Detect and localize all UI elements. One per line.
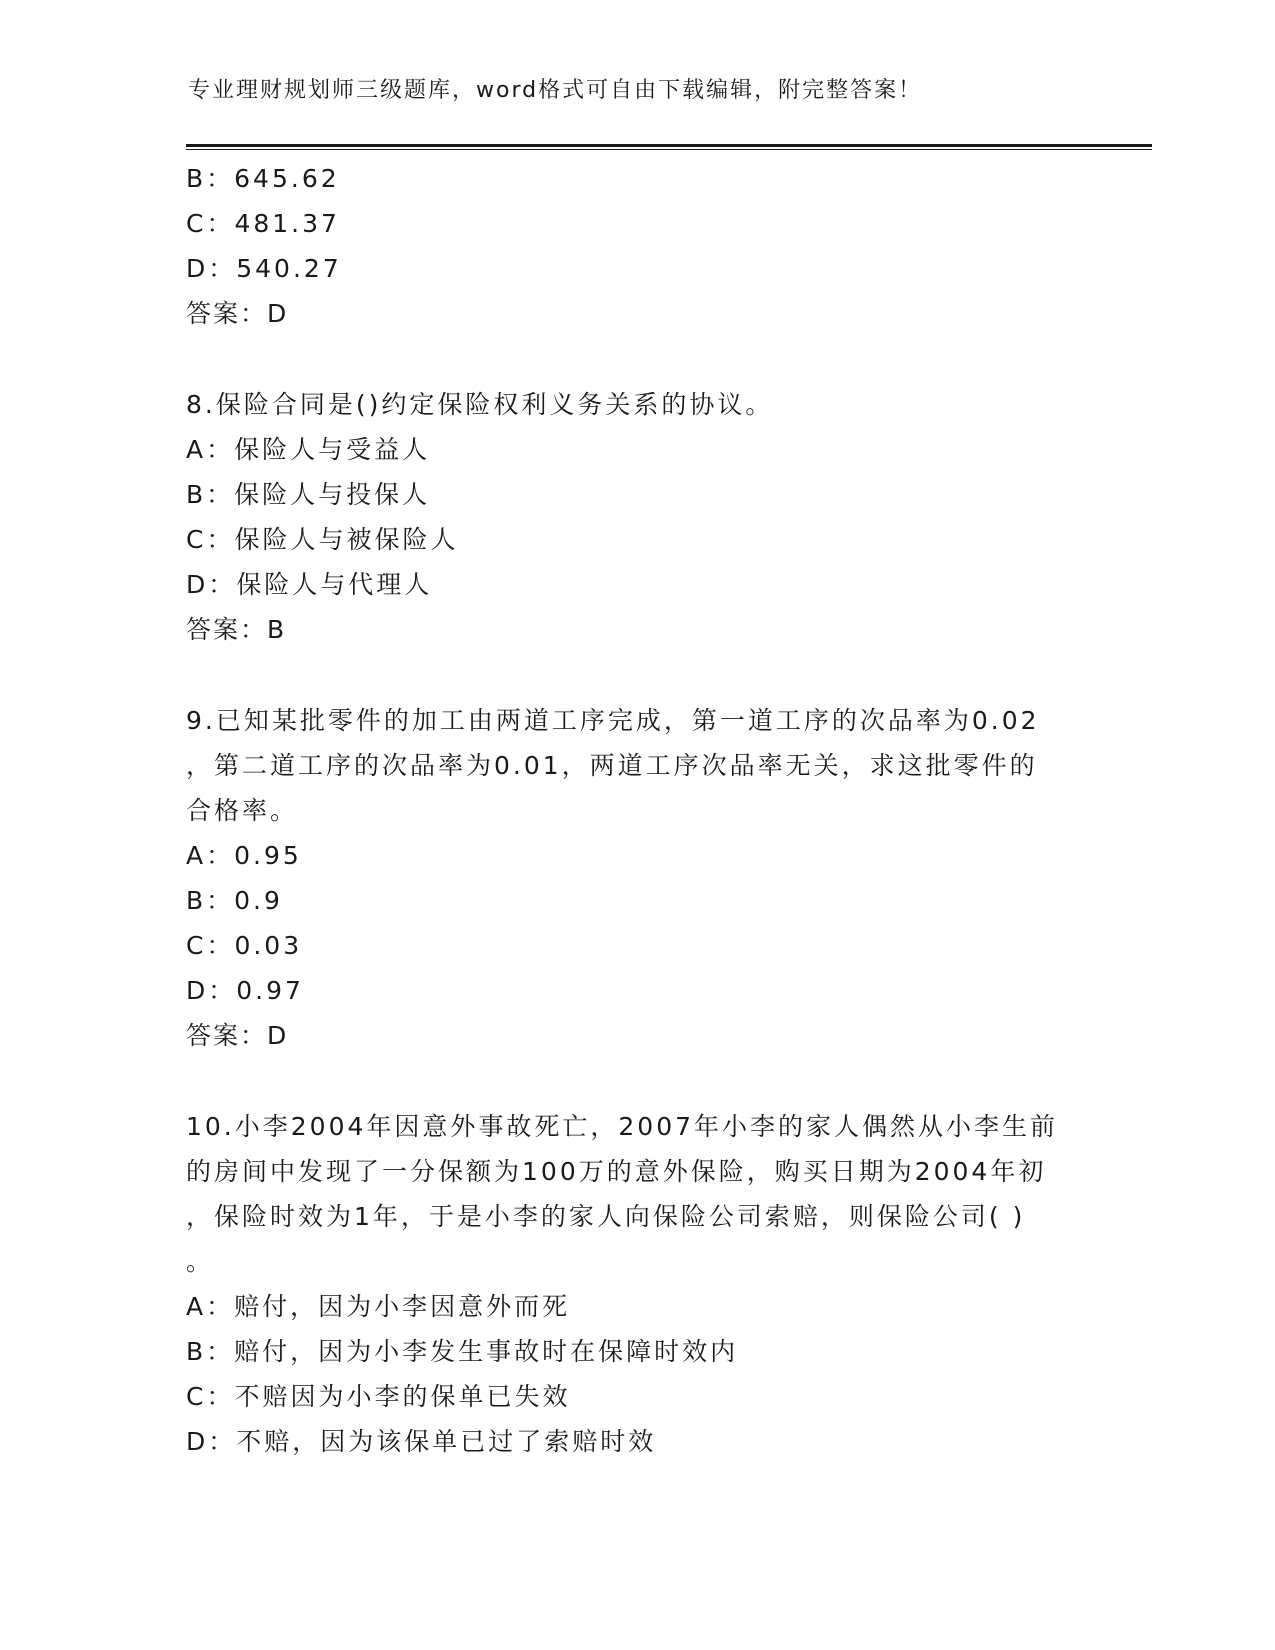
option-c: C：保险人与被保险人 <box>186 525 459 554</box>
page-header-text: 专业理财规划师三级题库，word格式可自由下载编辑，附完整答案！ <box>188 78 923 103</box>
option-a: A：赔付，因为小李因意外而死 <box>186 1292 571 1321</box>
question-9 <box>186 698 1086 1058</box>
question-text-line: 的房间中发现了一分保额为100万的意外保险，购买日期为2004年初 <box>186 1157 1047 1186</box>
option-d: D：保险人与代理人 <box>186 570 433 599</box>
question-8 <box>186 382 1086 652</box>
question-7-tail <box>186 156 1086 336</box>
answer-line: 答案：D <box>186 1021 289 1050</box>
header-divider <box>186 144 1152 150</box>
option-c: C：0.03 <box>186 931 303 960</box>
question-text-line: 。 <box>186 1247 215 1276</box>
spacer <box>186 336 1086 382</box>
question-text-line: 8.保险合同是()约定保险权利义务关系的协议。 <box>186 390 774 419</box>
option-b: B：保险人与投保人 <box>186 480 431 509</box>
option-b: B：赔付，因为小李发生事故时在保障时效内 <box>186 1337 739 1366</box>
question-text-line: 9.已知某批零件的加工由两道工序完成，第一道工序的次品率为0.02 <box>186 706 1040 735</box>
option-a: A：0.95 <box>186 841 302 870</box>
question-10 <box>186 1104 1086 1464</box>
option-c: C：481.37 <box>186 209 340 238</box>
option-b: B：645.62 <box>186 164 340 193</box>
question-text-line: ，第二道工序的次品率为0.01，两道工序次品率无关，求这批零件的 <box>186 751 1038 780</box>
answer-line: 答案：D <box>186 299 289 328</box>
option-d: D：不赔，因为该保单已过了索赔时效 <box>186 1427 657 1456</box>
document-body <box>186 156 1086 1464</box>
answer-line: 答案：B <box>186 615 287 644</box>
option-d: D：0.97 <box>186 976 304 1005</box>
option-a: A：保险人与受益人 <box>186 435 431 464</box>
spacer <box>186 1058 1086 1104</box>
option-b: B：0.9 <box>186 886 283 915</box>
question-text-line: 10.小李2004年因意外事故死亡，2007年小李的家人偶然从小李生前 <box>186 1112 1059 1141</box>
option-d: D：540.27 <box>186 254 342 283</box>
spacer <box>186 652 1086 698</box>
option-c: C：不赔因为小李的保单已失效 <box>186 1382 571 1411</box>
question-text-line: ，保险时效为1年，于是小李的家人向保险公司索赔，则保险公司( ) <box>186 1202 1026 1231</box>
question-text-line: 合格率。 <box>186 796 299 825</box>
